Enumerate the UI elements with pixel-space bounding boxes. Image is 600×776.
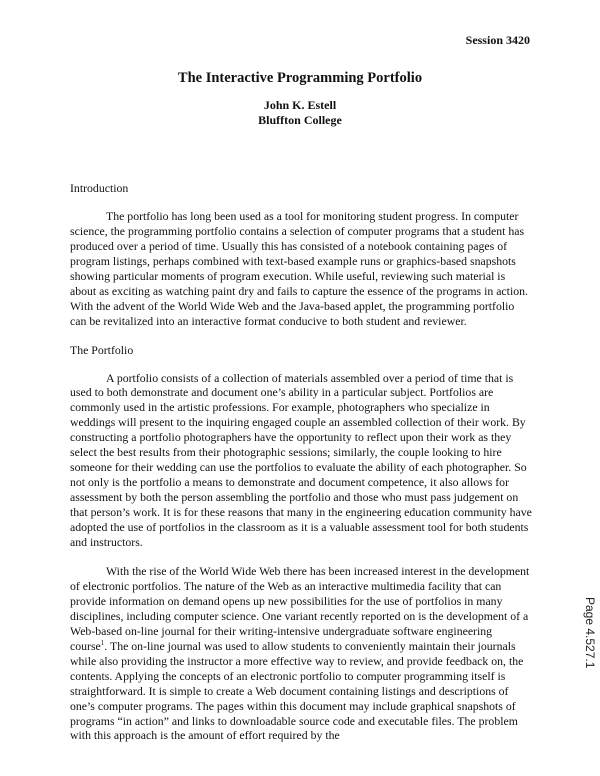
introduction-paragraph: The portfolio has long been used as a tool for monitoring student progress. In computer science, the programming portfolio contains a selection of computer programs that a student has produced over a period of time. Usually this has consisted of a notebook containing pages of program listings, perhaps combined with text-based example runs or graphics-based snapshots showing particular moments of program execution. While useful, reviewing such material is about as exciting as watching paint dry and fails to capture the essence of the programs in action. With the advent of the World Wide Web and the Java-based applet, the programming portfolio can be revitalized into an interactive format conducive to both student and reviewer. bbox=[70, 208, 528, 328]
section-heading-introduction: Introduction bbox=[70, 181, 129, 195]
author-block bbox=[0, 98, 600, 128]
page-number-margin bbox=[583, 0, 597, 776]
footnote-reference: 1 bbox=[100, 638, 105, 647]
page-number: Page 4.527.1 bbox=[583, 597, 597, 669]
body-text bbox=[70, 181, 532, 757]
portfolio-paragraph-2-part-1: With the rise of the World Wide Web there has been increased interest in the development of electronic portfolios. The nature of the Web as an interactive multimedia facility that can provide information on demand opens up new possibilities for the use of portfolios in many disciplines, including computer science. One variant recently reported on is the development of a Web-based on-line journal for their writing-intensive undergraduate software engineering course bbox=[70, 563, 530, 653]
author-name: John K. Estell bbox=[263, 98, 337, 112]
session-label: Session 3420 bbox=[465, 33, 530, 47]
section-heading-portfolio: The Portfolio bbox=[70, 342, 134, 357]
author-affiliation: Bluffton College bbox=[258, 113, 342, 127]
portfolio-paragraph-1: A portfolio consists of a collection of materials assembled over a period of time that is used to both demonstrate and document one’s ability in a particular subject. Portfolios are commonly used in the artistic professions. For example, photographers who specialize in weddings will present to the inquiring engaged couple an assembled collection of their work. By constructing a portfolio photographers have the opportunity to reflect upon their work as they select the best results from their photographic sessions; similarly, the couple looking to hire someone for their wedding can use the portfolios to evaluate the ability of each photographer. So not only is the portfolio a means to demonstrate and document competence, it also allows for assessment by both the person assembling the portfolio and those who must pass judgement on that person’s work. It is for these reasons that many in the engineering education community have adopted the use of portfolios in the classroom as it is a valuable assessment tool for both students and instructors. bbox=[70, 370, 532, 550]
paper-title: The Interactive Programming Portfolio bbox=[177, 70, 423, 86]
portfolio-paragraph-2-part-2: . The on-line journal was used to allow students to conveniently maintain their journals while also providing the instructor a more effective way to review, and provide feedback on, the contents. Applying the concepts of an electronic portfolio to computer programming itself is straightforward. It is simple to create a Web document containing listings and descriptions of one’s computer programs. The pages within this document may include graphical snapshots of programs “in action” and links to downloadable source code and executable files. The problem with this approach is the amount of effort required by the bbox=[70, 638, 524, 743]
portfolio-paragraph-2 bbox=[70, 564, 532, 743]
